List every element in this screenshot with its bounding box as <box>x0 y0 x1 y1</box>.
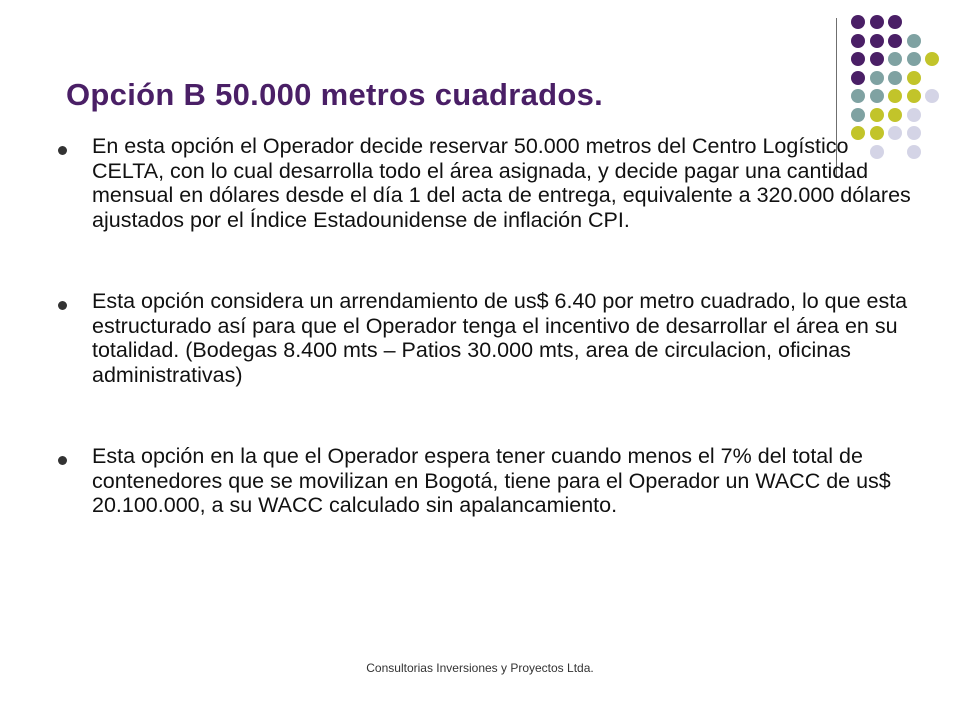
decorative-dot <box>888 52 902 66</box>
decorative-dot <box>888 89 902 103</box>
bullet-item <box>56 289 916 387</box>
decorative-dot <box>851 71 865 85</box>
decorative-dot <box>870 52 884 66</box>
decorative-dot <box>907 52 921 66</box>
decorative-dot <box>870 89 884 103</box>
decorative-dot <box>851 108 865 122</box>
decorative-dot <box>870 108 884 122</box>
decorative-dot <box>851 34 865 48</box>
decorative-dot <box>851 52 865 66</box>
bullet-text: En esta opción el Operador decide reservar 50.000 metros del Centro Logístico CELTA, con lo cual desarrolla todo el área asignada, y decide pagar una cantidad mensual en dólares desde el día 1 del acta de entrega, equivalente a 320.000 dólares ajustados por el Índice Estadounidense de inflación CPI. <box>92 134 911 232</box>
decorative-dot <box>925 52 939 66</box>
bullet-item <box>56 444 916 518</box>
decorative-dot <box>870 71 884 85</box>
decorative-dot <box>888 108 902 122</box>
slide-title: Opción B 50.000 metros cuadrados. <box>66 77 604 112</box>
decorative-dot <box>851 89 865 103</box>
decorative-dot <box>888 15 902 29</box>
decorative-dot <box>925 89 939 103</box>
decorative-dot <box>851 15 865 29</box>
bullet-marker-icon <box>58 146 67 155</box>
bullet-text: Esta opción considera un arrendamiento de us$ 6.40 por metro cuadrado, lo que esta estructurado así para que el Operador tenga el incentivo de desarrollar el área en su totalidad. (Bodegas 8.400 mts – Patios 30.000 mts, area de circulacion, oficinas administrativas) <box>92 289 908 387</box>
decorative-dot <box>888 34 902 48</box>
slide-footer: Consultorias Inversiones y Proyectos Ltda. <box>366 661 594 675</box>
decorative-dot <box>907 34 921 48</box>
bullet-marker-icon <box>58 456 67 465</box>
bullet-list <box>56 134 916 575</box>
decorative-dot <box>907 89 921 103</box>
bullet-text: Esta opción en la que el Operador espera tener cuando menos el 7% del total de contenedores que se movilizan en Bogotá, tiene para el Operador un WACC de us$ 20.100.000, a su WACC calculado sin apalancamiento. <box>92 444 891 517</box>
bullet-item <box>56 134 916 232</box>
decorative-dot <box>907 71 921 85</box>
decorative-dot <box>870 34 884 48</box>
decorative-dot <box>907 108 921 122</box>
decorative-dot <box>870 15 884 29</box>
bullet-marker-icon <box>58 301 67 310</box>
decorative-dot <box>888 71 902 85</box>
